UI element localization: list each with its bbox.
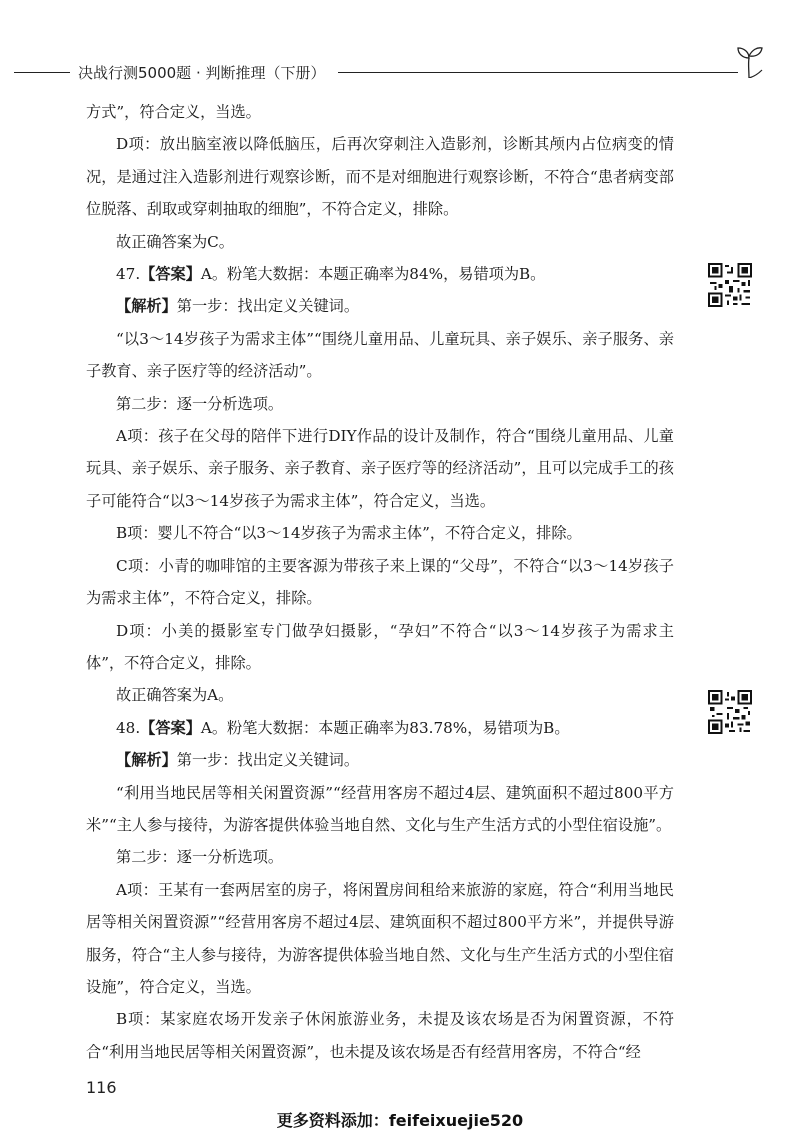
header-rule-right — [338, 72, 738, 73]
paragraph: D项：放出脑室液以降低脑压，后再次穿刺注入造影剂，诊断其颅内占位病变的情况，是通过注入造影剂进行观察诊断，而不是对细胞进行观察诊断，不符合“患者病变部位脱落、刮取或穿刺抽取的细胞”，不符合定义，排除。 — [86, 135, 674, 219]
sprout-icon — [734, 42, 764, 78]
paragraph: A项：孩子在父母的陪伴下进行DIY作品的设计及制作，符合“围绕儿童用品、儿童玩具、亲子娱乐、亲子服务、亲子教育、亲子医疗等的经济活动”，且可以完成手工的孩子可能符合“以3～14岁孩子为需求主体”，符合定义，当选。 — [86, 427, 674, 510]
answer-47: 47.【答案】A。粉笔大数据：本题正确率为84%，易错项为B。 — [116, 265, 546, 284]
analysis-tag: 【解析】 — [116, 751, 177, 770]
paragraph: “利用当地民居等相关闲置资源”“经营用客房不超过4层、建筑面积不超过800平方米”“主人参与接待，为游客提供体验当地自然、文化与生产生活方式的小型住宿设施”。 — [86, 783, 674, 834]
paragraph: C项：小青的咖啡馆的主要客源为带孩子来上课的“父母”，不符合“以3～14岁孩子为需求主体”，不符合定义，排除。 — [86, 556, 674, 608]
paragraph: 第二步：逐一分析选项。 — [116, 394, 284, 413]
paragraph: 故正确答案为C。 — [116, 232, 234, 251]
footer-handle: feifeixuejie520 — [388, 1111, 524, 1130]
page-body — [86, 96, 674, 1068]
footer-note — [0, 1108, 800, 1131]
paragraph: 第二步：逐一分析选项。 — [116, 848, 284, 867]
analysis-48: 【解析】第一步：找出定义关键词。 — [116, 751, 359, 770]
paragraph: D项：小美的摄影室专门做孕妇摄影，“孕妇”不符合“以3～14岁孩子为需求主体”，不符合定义，排除。 — [86, 621, 674, 672]
paragraph: 方式”，符合定义，当选。 — [86, 103, 261, 121]
answer-tag: 【答案】 — [140, 718, 201, 737]
paragraph: 故正确答案为A。 — [116, 686, 234, 705]
qr-code-icon[interactable] — [708, 263, 752, 307]
answer-48: 48.【答案】A。粉笔大数据：本题正确率为83.78%，易错项为B。 — [116, 718, 570, 737]
paragraph: B项：婴儿不符合“以3～14岁孩子为需求主体”，不符合定义，排除。 — [116, 524, 582, 543]
page-number: 116 — [86, 1078, 117, 1097]
qr-code-icon[interactable] — [708, 690, 752, 734]
paragraph: B项：某家庭农场开发亲子休闲旅游业务，未提及该农场是否为闲置资源，不符合“利用当地民居等相关闲置资源”，也未提及该农场是否有经营用客房，不符合“经 — [86, 1010, 674, 1061]
header-rule-left — [14, 72, 70, 73]
answer-tag: 【答案】 — [140, 265, 201, 284]
footer-label: 更多资料添加： — [276, 1111, 389, 1130]
book-title: 决战行测5000题 · 判断推理（下册） — [78, 64, 326, 82]
running-header — [0, 58, 800, 88]
analysis-tag: 【解析】 — [116, 297, 177, 316]
paragraph: A项：王某有一套两居室的房子，将闲置房间租给来旅游的家庭，符合“利用当地民居等相关闲置资源”“经营用客房不超过4层、建筑面积不超过800平方米”，并提供导游服务，符合“主人参与接待，为游客提供体验当地自然、文化与生产生活方式的小型住宿设施”，符合定义，当选。 — [86, 880, 674, 996]
analysis-47: 【解析】第一步：找出定义关键词。 — [116, 297, 359, 316]
paragraph: “以3～14岁孩子为需求主体”“围绕儿童用品、儿童玩具、亲子娱乐、亲子服务、亲子教育、亲子医疗等的经济活动”。 — [86, 329, 674, 381]
